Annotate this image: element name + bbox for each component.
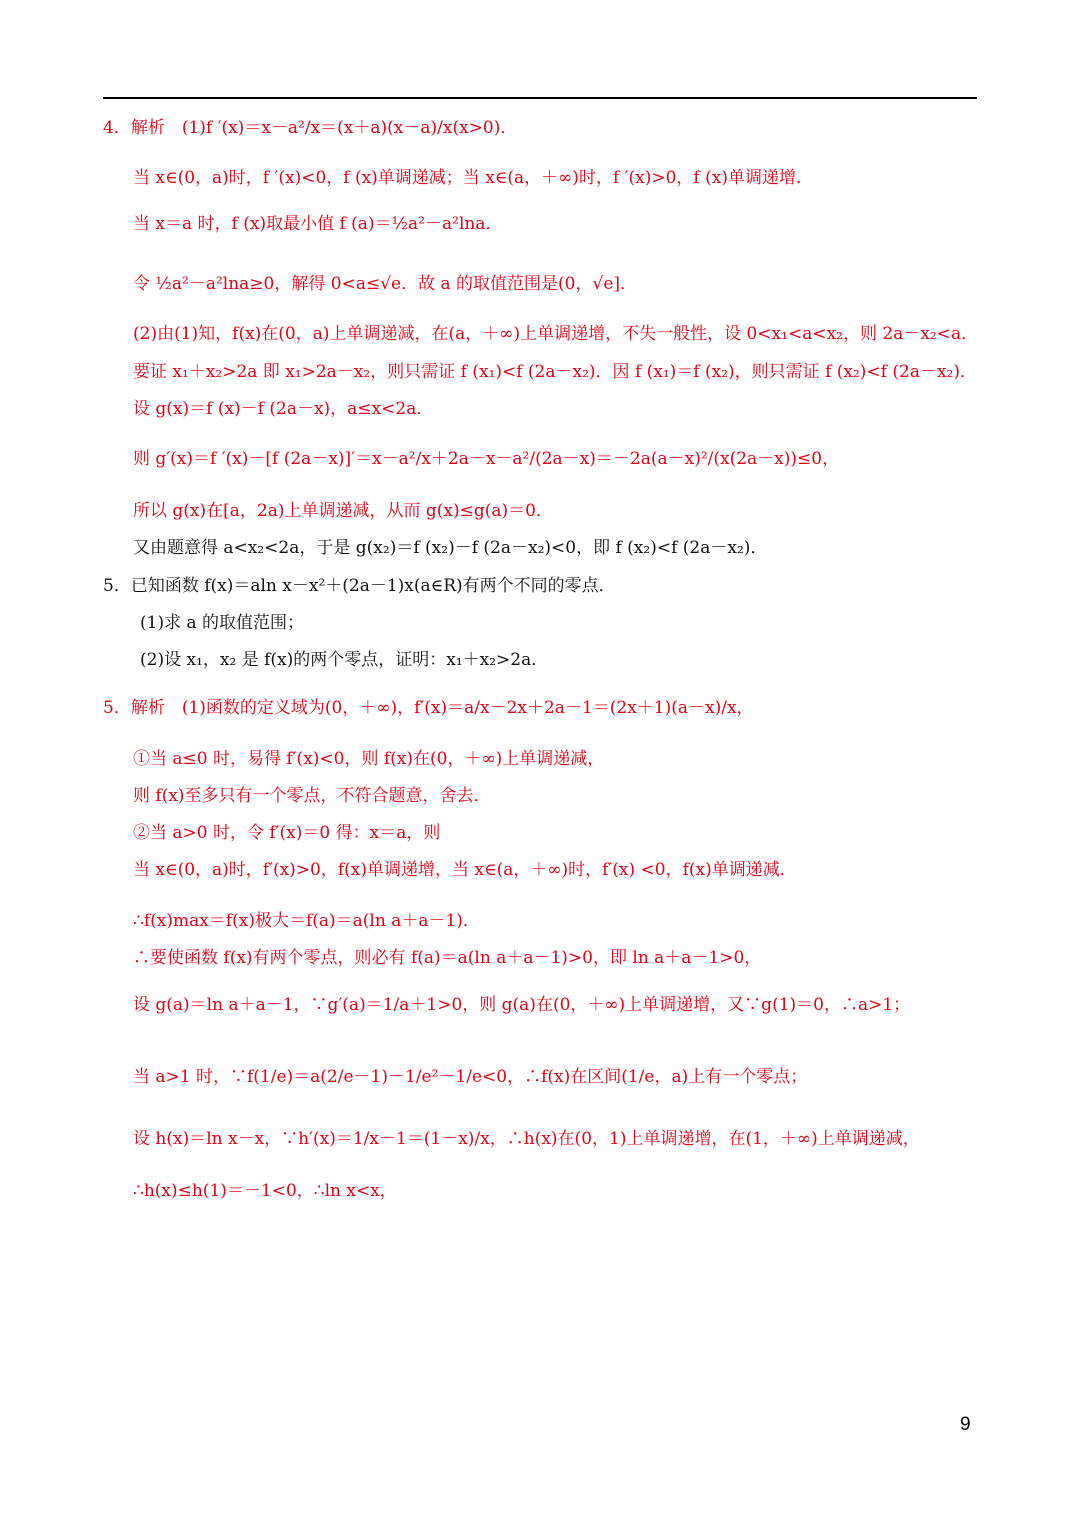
solution-4-line-4: 令 ½a²－a²lna≥0，解得 0<a≤√e．故 a 的取值范围是(0，√e]． — [133, 274, 638, 294]
solution-5-line-10: 设 h(x)＝ln x－x，∵h′(x)＝1/x－1＝(1－x)/x，∴h(x)在(0，1)上单调递增，在(1，＋∞)上单调递减， — [133, 1129, 920, 1149]
solution-5-line-5: 当 x∈(0，a)时，f′(x)>0，f(x)单调递增，当 x∈(a，＋∞)时，f′(x) <0，f(x)单调递减． — [133, 860, 797, 880]
problem-5-statement: 5．已知函数 f(x)＝aln x－x²＋(2a－1)x(a∈R)有两个不同的零点． — [103, 576, 616, 596]
solution-5-line-3: 则 f(x)至多只有一个零点，不符合题意，舍去． — [133, 786, 491, 806]
solution-5-line-7: ∴要使函数 f(x)有两个零点，则必有 f(a)＝a(ln a＋a－1)>0，即 ln a＋a－1>0， — [133, 948, 762, 968]
page-number: 9 — [960, 1414, 971, 1435]
solution-4-line-8: 则 g′(x)＝f ′(x)－[f (2a－x)]′＝x－a²/x＋2a－x－a²/(2a－x)＝－2a(a－x)²/(x(2a－x))≤0， — [133, 449, 840, 469]
solution-5-line-11: ∴h(x)≤h(1)＝－1<0，∴ln x<x， — [133, 1181, 397, 1201]
solution-5-line-9: 当 a>1 时，∵f(1/e)＝a(2/e－1)－1/e²－1/e<0，∴f(x)在区间(1/e，a)上有一个零点； — [133, 1067, 808, 1087]
solution-4-line-2: 当 x∈(0，a)时，f ′(x)<0，f (x)单调递减；当 x∈(a，＋∞)时，f ′(x)>0，f (x)单调递增． — [133, 168, 813, 188]
solution-4-line-9: 所以 g(x)在[a，2a)上单调递减，从而 g(x)≤g(a)＝0． — [133, 501, 553, 521]
header-rule — [103, 97, 977, 99]
solution-5-line-1: 5．解析 (1)函数的定义域为(0，＋∞)，f′(x)＝a/x－2x＋2a－1＝(2x＋1)(a－x)/x， — [103, 698, 754, 718]
solution-4-line-3: 当 x＝a 时，f (x)取最小值 f (a)＝½a²－a²lna． — [133, 214, 503, 234]
solution-4-line-5: (2)由(1)知，f(x)在(0，a)上单调递减，在(a，＋∞)上单调递增，不失一般性，设 0<x₁<a<x₂，则 2a－x₂<a． — [133, 324, 979, 344]
solution-4-line-7: 设 g(x)＝f (x)－f (2a－x)，a≤x<2a． — [133, 399, 434, 419]
solution-4-line-6: 要证 x₁＋x₂>2a 即 x₁>2a－x₂，则只需证 f (x₁)<f (2a－x₂)．因 f (x₁)＝f (x₂)，则只需证 f (x₂)<f (2a－x₂)． — [133, 362, 977, 382]
problem-5-part-2: (2)设 x₁，x₂ 是 f(x)的两个零点，证明：x₁＋x₂>2a． — [140, 650, 549, 670]
solution-4-line-10: 又由题意得 a<x₂<2a，于是 g(x₂)＝f (x₂)－f (2a－x₂)<0，即 f (x₂)<f (2a－x₂)． — [133, 538, 768, 558]
problem-5-part-1: (1)求 a 的取值范围； — [140, 613, 305, 633]
solution-5-line-6: ∴f(x)max＝f(x)极大＝f(a)＝a(ln a＋a－1)． — [133, 911, 480, 931]
solution-5-line-2: ①当 a≤0 时，易得 f′(x)<0，则 f(x)在(0，＋∞)上单调递减， — [133, 749, 605, 769]
solution-4-line-1: 4．解析 (1)f ′(x)＝x－a²/x＝(x＋a)(x－a)/x(x>0)． — [103, 118, 518, 138]
solution-5-line-8: 设 g(a)＝ln a＋a－1，∵g′(a)＝1/a＋1>0，则 g(a)在(0，＋∞)上单调递增，又∵g(1)＝0，∴a>1； — [133, 995, 911, 1015]
solution-5-line-4: ②当 a>0 时，令 f′(x)＝0 得：x＝a，则 — [133, 823, 441, 843]
